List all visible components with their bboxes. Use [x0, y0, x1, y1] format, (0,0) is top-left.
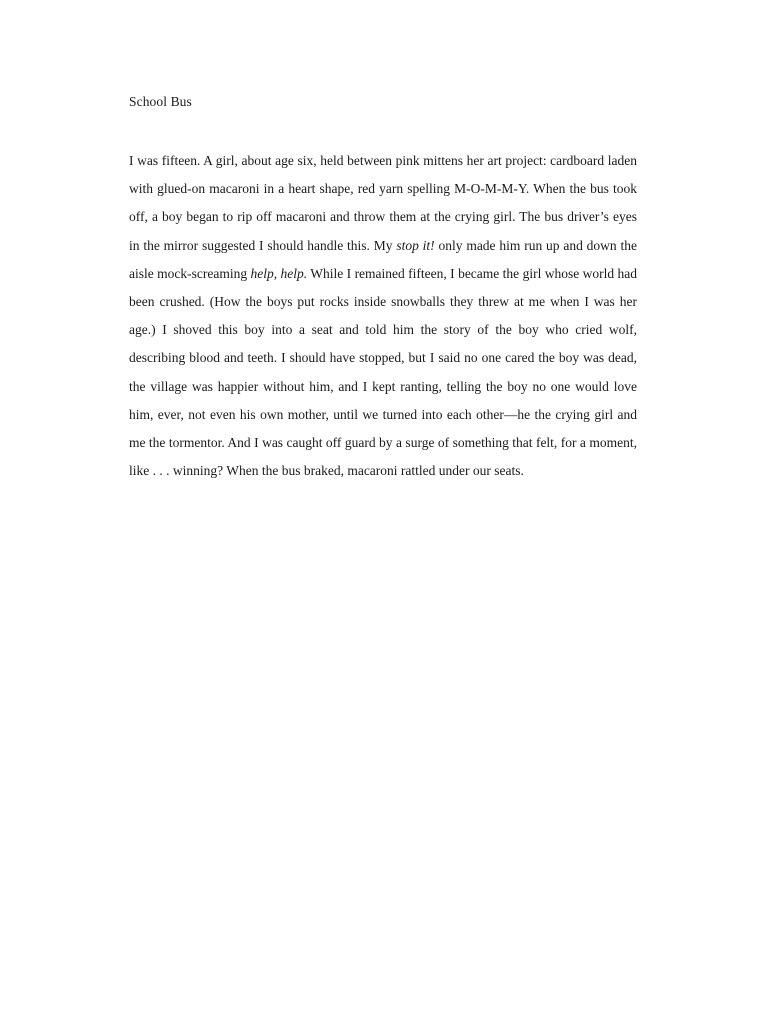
paragraph-text-part-3: While I remained fifteen, I became the girl whose world had been crushed. (How the boys put rocks inside snowballs they threw at me when I was her age.) I shoved this boy into a seat and told him the story of the boy who cried wolf, describing blood and teeth. I should have stopped, but I said no one cared the boy was dead, the village was happier without him, and I kept ranting, telling the boy no one would love him, ever, not even his own mother, until we turned into each other—he the crying girl and me the tormentor. And I was caught off guard by a surge of something that felt, for a moment, like . . . winning? When the bus braked, macaroni rattled under our seats.: [129, 265, 637, 479]
paragraph-italic-stop-it: stop it!: [396, 237, 435, 253]
body-paragraph: [129, 147, 637, 485]
document-title: School Bus: [129, 94, 192, 109]
paragraph-text-part-2: only made him run up and down the aisle mock-screaming: [129, 237, 638, 281]
paragraph-text-part-1: I was fifteen. A girl, about age six, held between pink mittens her art project: cardboard laden with glued-on macaroni in a heart shape, red yarn spelling M-O-M-M-Y. When the bus took off, a boy began to rip off macaroni and throw them at the crying girl. The bus driver’s eyes in the mirror suggested I should handle this. My: [129, 153, 637, 253]
paragraph-italic-help-help: help, help.: [250, 265, 308, 281]
